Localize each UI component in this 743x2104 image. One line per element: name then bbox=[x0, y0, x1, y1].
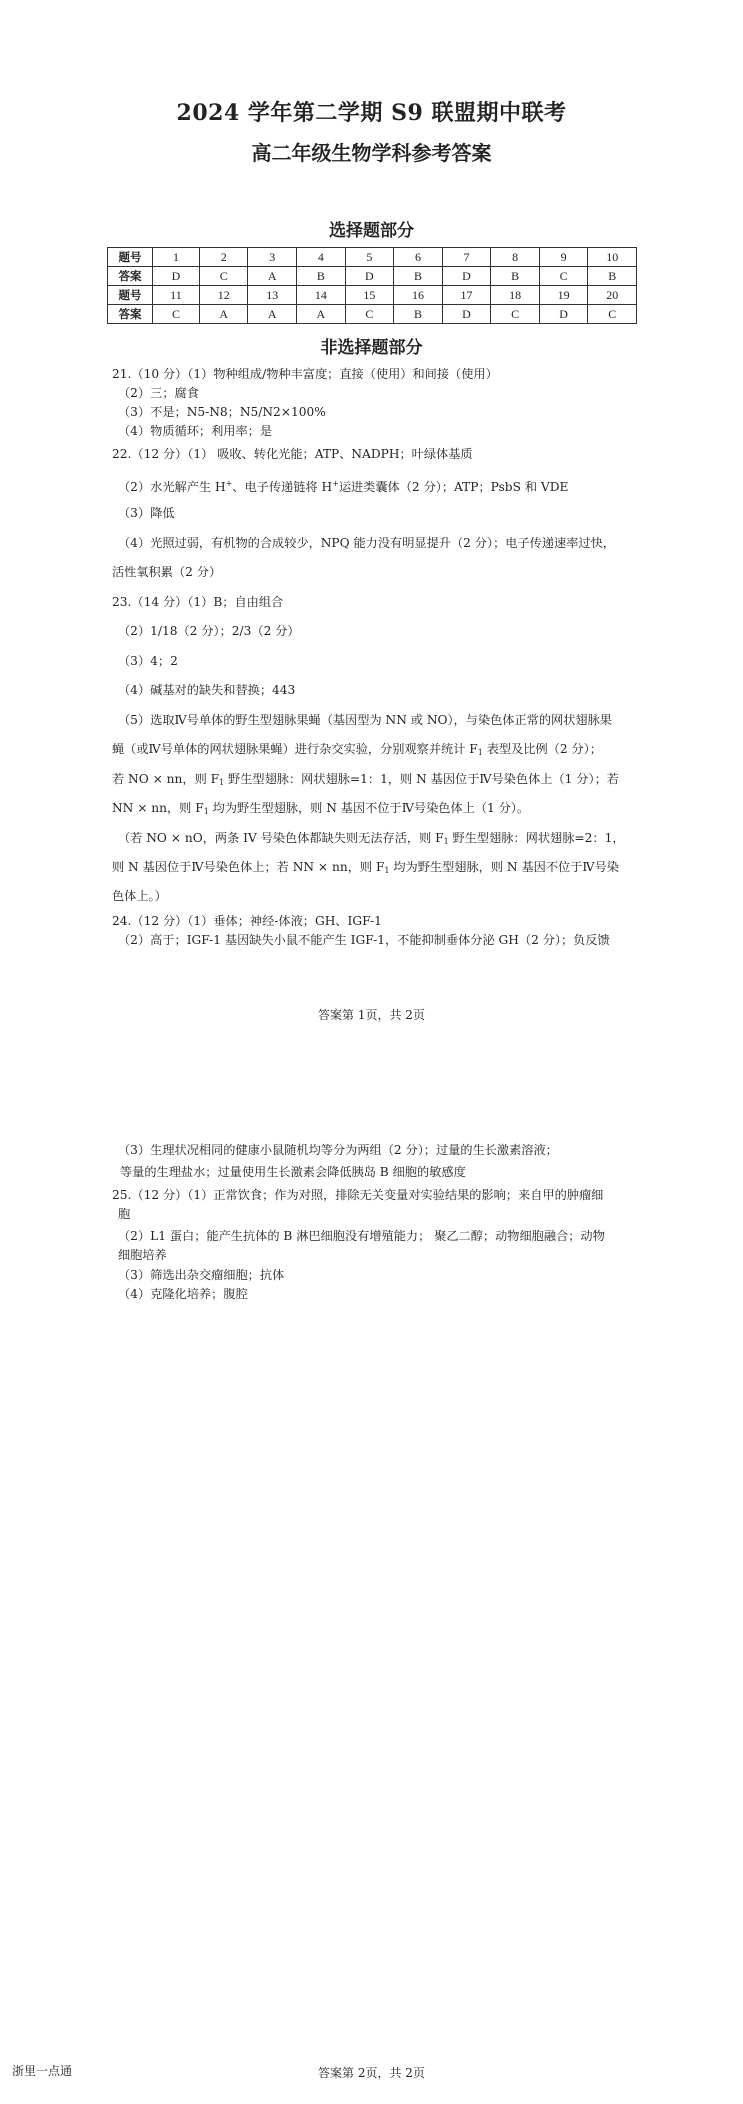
question-number: 1 bbox=[153, 248, 200, 267]
table-row bbox=[108, 305, 637, 324]
q25-line-4: 细胞培养 bbox=[118, 1248, 167, 1262]
question-number: 6 bbox=[394, 248, 443, 267]
answer-cell: D bbox=[539, 305, 588, 324]
answer-cell: C bbox=[345, 305, 394, 324]
exam-subtitle: 高二年级生物学科参考答案 bbox=[251, 141, 492, 165]
answer-table bbox=[107, 247, 637, 324]
question-number: 19 bbox=[539, 286, 588, 305]
table-header-label: 题号 bbox=[108, 286, 153, 305]
q23-line-9 bbox=[118, 830, 625, 850]
q22-line-3: （3）降低 bbox=[118, 506, 175, 520]
q23-line-10b: 均为野生型翅脉，则 N 基因不位于Ⅳ号染 bbox=[389, 860, 619, 874]
q23-line-6b: 表型及比例（2 分）； bbox=[482, 742, 602, 756]
answer-cell: A bbox=[248, 267, 297, 286]
table-row bbox=[108, 267, 637, 286]
q23-line-3: （3）4；2 bbox=[118, 654, 178, 668]
q21-line-4: （4）物质循环；利用率；是 bbox=[118, 424, 273, 438]
subscript: 1 bbox=[443, 837, 449, 846]
q23-line-6a: 蝇（或Ⅳ号单体的网状翅脉果蝇）进行杂交实验，分别观察并统计 F bbox=[112, 742, 478, 756]
q22-line-1: 22.（12 分）（1） 吸收、转化光能；ATP、NADPH；叶绿体基质 bbox=[112, 447, 473, 461]
question-number: 12 bbox=[199, 286, 248, 305]
section-choice-heading: 选择题部分 bbox=[329, 221, 414, 241]
q23-line-10a: 则 N 基因位于Ⅳ号染色体上；若 NN × nn，则 F bbox=[112, 860, 385, 874]
q23-line-9a: （若 NO × nO，两条 IV 号染色体都缺失则无法存活，则 F bbox=[118, 831, 444, 845]
superscript: + bbox=[332, 479, 339, 488]
q22-line-4: （4）光照过弱，有机物的合成较少，NPQ 能力没有明显提升（2 分）；电子传递速率过快， bbox=[118, 536, 615, 550]
q23-line-8b: 均为野生型翅脉，则 N 基因不位于Ⅳ号染色体上（1 分）。 bbox=[208, 801, 530, 815]
q23-line-8 bbox=[112, 800, 529, 820]
section-nonchoice-heading: 非选择题部分 bbox=[320, 338, 423, 358]
question-number: 2 bbox=[199, 248, 248, 267]
question-number: 8 bbox=[491, 248, 540, 267]
q23-line-5: （5）选取Ⅳ号单体的野生型翅脉果蝇（基因型为 NN 或 NO），与染色体正常的网状翅脉果 bbox=[118, 713, 612, 727]
watermark: 浙里一点通 bbox=[12, 2064, 73, 2078]
q24-line-2: （2）高于；IGF-1 基因缺失小鼠不能产生 IGF-1，不能抑制垂体分泌 GH（2 分）；负反馈 bbox=[118, 933, 610, 947]
answer-cell: D bbox=[442, 267, 491, 286]
q25-line-6: （4）克隆化培养；腹腔 bbox=[118, 1287, 248, 1301]
q23-line-7 bbox=[112, 771, 619, 791]
question-number: 11 bbox=[153, 286, 200, 305]
page-footer-1: 答案第 1页，共 2页 bbox=[318, 1008, 425, 1022]
table-row bbox=[108, 286, 637, 305]
q22-line-2b: 、电子传递链将 H bbox=[232, 480, 333, 494]
q23-line-7b: 野生型翅脉：网状翅脉=1：1，则 N 基因位于Ⅳ号染色体上（1 分）；若 bbox=[224, 772, 619, 786]
q23-line-2: （2）1/18（2 分）；2/3（2 分） bbox=[118, 624, 300, 638]
answer-cell: D bbox=[153, 267, 200, 286]
answer-cell: B bbox=[491, 267, 540, 286]
question-number: 5 bbox=[345, 248, 394, 267]
question-number: 10 bbox=[588, 248, 637, 267]
question-number: 3 bbox=[248, 248, 297, 267]
question-number: 14 bbox=[297, 286, 346, 305]
q23-line-11: 色体上。） bbox=[112, 889, 167, 903]
q23-line-9b: 野生型翅脉：网状翅脉=2：1， bbox=[448, 831, 625, 845]
q22-line-2 bbox=[118, 476, 568, 495]
question-number: 20 bbox=[588, 286, 637, 305]
q21-line-3: （3）不是；N5-N8；N5/N2×100% bbox=[118, 405, 326, 419]
answer-cell: B bbox=[394, 267, 443, 286]
table-row bbox=[108, 248, 637, 267]
q25-line-5: （3）筛选出杂交瘤细胞；抗体 bbox=[118, 1268, 285, 1282]
q23-line-7a: 若 NO × nn，则 F bbox=[112, 772, 220, 786]
page-2 bbox=[0, 1052, 743, 2104]
subscript: 1 bbox=[219, 778, 225, 787]
q23-line-8a: NN × nn，则 F bbox=[112, 801, 204, 815]
question-number: 15 bbox=[345, 286, 394, 305]
answer-cell: A bbox=[248, 305, 297, 324]
q23-line-10 bbox=[112, 859, 619, 879]
question-number: 9 bbox=[539, 248, 588, 267]
q21-line-1: 21.（10 分）（1）物种组成/物种丰富度；直接（使用）和间接（使用） bbox=[112, 367, 498, 381]
q22-line-2a: （2）水光解产生 H bbox=[118, 480, 226, 494]
superscript: + bbox=[225, 479, 233, 488]
answer-cell: B bbox=[297, 267, 346, 286]
q24-line-3: （3）生理状况相同的健康小鼠随机均等分为两组（2 分）；过量的生长激素溶液； bbox=[118, 1143, 558, 1157]
table-answer-label: 答案 bbox=[108, 305, 153, 324]
exam-title: 2024 学年第二学期 S9 联盟期中联考 bbox=[176, 100, 567, 126]
answer-cell: A bbox=[297, 305, 346, 324]
answer-cell: C bbox=[588, 305, 637, 324]
table-header-label: 题号 bbox=[108, 248, 153, 267]
question-number: 18 bbox=[491, 286, 540, 305]
answer-cell: D bbox=[442, 305, 491, 324]
question-number: 16 bbox=[394, 286, 443, 305]
page-footer-2: 答案第 2页，共 2页 bbox=[318, 2066, 425, 2080]
answer-cell: D bbox=[345, 267, 394, 286]
q23-line-1: 23.（14 分）（1）B；自由组合 bbox=[112, 595, 284, 609]
subscript: 1 bbox=[384, 866, 390, 875]
table-answer-label: 答案 bbox=[108, 267, 153, 286]
q24-line-4: 等量的生理盐水；过量使用生长激素会降低胰岛 B 细胞的敏感度 bbox=[120, 1165, 466, 1179]
answer-cell: A bbox=[199, 305, 248, 324]
answer-cell: C bbox=[153, 305, 200, 324]
question-number: 7 bbox=[442, 248, 491, 267]
answer-cell: B bbox=[588, 267, 637, 286]
q25-line-3: （2）L1 蛋白；能产生抗体的 B 淋巴细胞没有增殖能力； 聚乙二醇；动物细胞融合；动物 bbox=[118, 1229, 605, 1243]
answer-cell: B bbox=[394, 305, 443, 324]
q24-line-1: 24.（12 分）（1）垂体；神经-体液；GH、IGF-1 bbox=[112, 914, 382, 928]
answer-cell: C bbox=[539, 267, 588, 286]
q22-line-2c: 运进类囊体（2 分）；ATP；PsbS 和 VDE bbox=[338, 480, 569, 494]
q25-line-1: 25.（12 分）（1）正常饮食；作为对照，排除无关变量对实验结果的影响；来自甲的肿瘤细 bbox=[112, 1188, 604, 1202]
subscript: 1 bbox=[203, 807, 209, 816]
q21-line-2: （2）三；腐食 bbox=[118, 386, 199, 400]
q25-line-2: 胞 bbox=[118, 1207, 131, 1221]
q23-line-6 bbox=[112, 741, 602, 761]
q22-line-5: 活性氧积累（2 分） bbox=[112, 565, 222, 579]
question-number: 4 bbox=[297, 248, 346, 267]
subscript: 1 bbox=[477, 748, 483, 757]
q23-line-4: （4）碱基对的缺失和替换；443 bbox=[118, 683, 296, 697]
question-number: 17 bbox=[442, 286, 491, 305]
answer-cell: C bbox=[491, 305, 540, 324]
answer-cell: C bbox=[199, 267, 248, 286]
question-number: 13 bbox=[248, 286, 297, 305]
